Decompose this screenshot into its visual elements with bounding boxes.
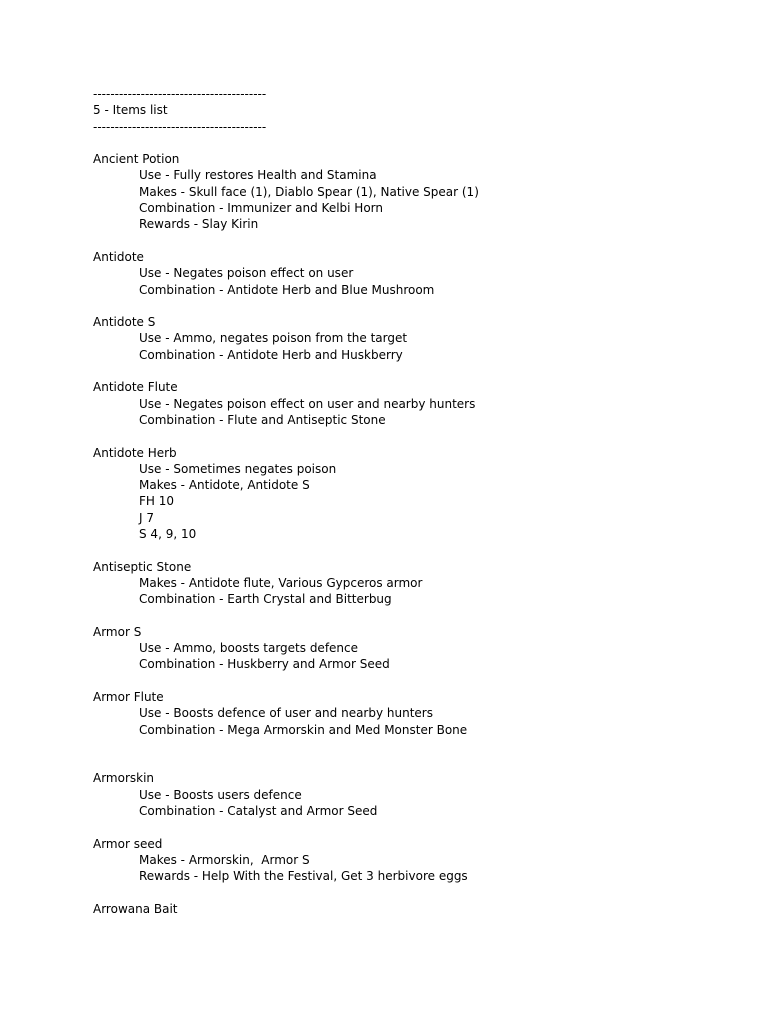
item-name: Antidote — [93, 249, 144, 264]
item-detail: Use - Ammo, negates poison from the target — [139, 331, 408, 346]
item-name: Armor Flute — [93, 689, 164, 704]
item-detail: Makes - Skull face (1), Diablo Spear (1), Native Spear (1) — [139, 184, 479, 199]
item-detail: Makes - Armorskin, Armor S — [139, 852, 310, 867]
item-detail: Combination - Earth Crystal and Bitterbug — [139, 592, 392, 607]
item-name: Armorskin — [93, 771, 155, 786]
item-name: Antidote S — [93, 315, 156, 330]
item-detail: Use - Ammo, boosts targets defence — [139, 641, 359, 656]
item-detail: Combination - Antidote Herb and Blue Mushroom — [139, 282, 435, 297]
item-detail: Combination - Catalyst and Armor Seed — [139, 804, 378, 819]
item-name: Antidote Herb — [93, 445, 177, 460]
item-detail: Rewards - Help With the Festival, Get 3 herbivore eggs — [139, 869, 468, 884]
item-detail: Combination - Huskberry and Armor Seed — [139, 657, 390, 672]
item-detail: FH 10 — [139, 494, 175, 509]
item-detail: Combination - Immunizer and Kelbi Horn — [139, 201, 383, 216]
section-title: 5 - Items list — [93, 103, 168, 118]
item-name: Armor S — [93, 624, 142, 639]
item-detail: Use - Sometimes negates poison — [139, 461, 337, 476]
item-detail: J 7 — [139, 510, 154, 525]
item-detail: Rewards - Slay Kirin — [139, 217, 259, 232]
item-name: Ancient Potion — [93, 152, 180, 167]
item-detail: Makes - Antidote, Antidote S — [139, 478, 310, 493]
header-rule-top: ---------------------------------------- — [93, 87, 267, 101]
item-detail: Use - Fully restores Health and Stamina — [139, 168, 377, 183]
item-name: Armor seed — [93, 836, 163, 851]
item-detail: Use - Negates poison effect on user and nearby hunters — [139, 396, 476, 411]
item-detail: Makes - Antidote flute, Various Gypceros armor — [139, 575, 423, 590]
item-detail: Use - Boosts users defence — [139, 787, 302, 802]
item-name: Antiseptic Stone — [93, 559, 192, 574]
item-detail: Use - Boosts defence of user and nearby hunters — [139, 706, 433, 721]
item-name: Arrowana Bait — [93, 901, 178, 916]
header-rule-bottom: ---------------------------------------- — [93, 119, 267, 134]
document-page — [93, 86, 733, 917]
item-detail: Combination - Mega Armorskin and Med Monster Bone — [139, 722, 468, 737]
item-detail: Use - Negates poison effect on user — [139, 266, 354, 281]
item-detail: Combination - Antidote Herb and Huskberry — [139, 347, 403, 362]
item-detail: Combination - Flute and Antiseptic Stone — [139, 412, 386, 427]
item-detail: S 4, 9, 10 — [139, 527, 197, 542]
item-name: Antidote Flute — [93, 380, 178, 395]
